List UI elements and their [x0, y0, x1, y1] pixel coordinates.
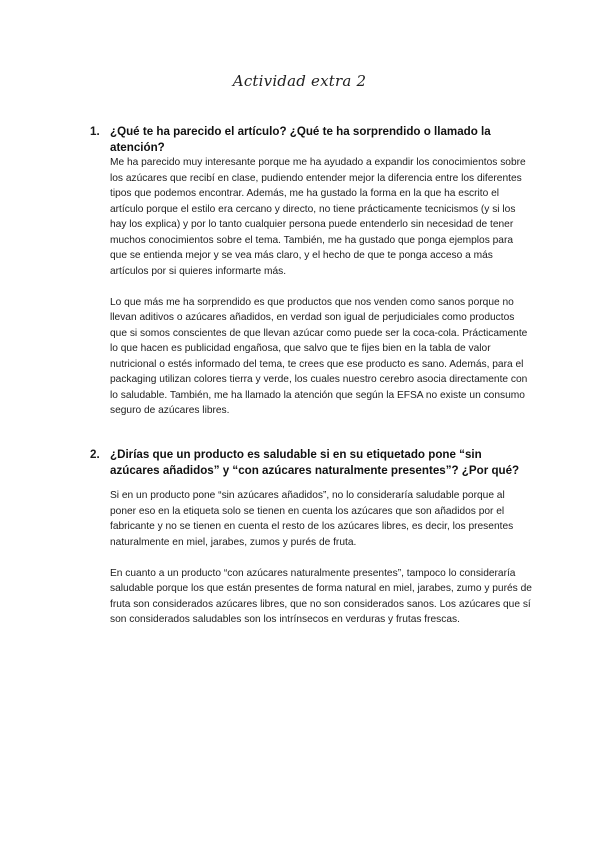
question-block-1	[92, 124, 532, 419]
answer-paragraph: Me ha parecido muy interesante porque me ha ayudado a expandir los conocimientos sobre los azúcares que recibí en clase, pudiendo entender mejor la diferencia entre los diferentes tipos que podemos encontrar. Además, me ha gustado la forma en la que ha escrito el artículo porque el estilo era cercano y directo, no tiene prácticamente tecnicismos (y si los hay los explica) y por lo tanto cualquier persona puede entenderlo sin necesidad de tener muchos conocimientos sobre el tema. También, me ha gustado que ponga ejemplos para que se entienda mejor y se vea más claro, y el hecho de que te ponga acceso a más artículos por si quieres informarte más.	[110, 157, 526, 277]
question-number: 2.	[90, 448, 100, 461]
question-number: 1.	[90, 125, 100, 138]
answer-paragraph: Lo que más me ha sorprendido es que productos que nos venden como sanos porque no llevan aditivos o azúcares añadidos, en verdad son igual de perjudiciales como productos que si somos conscientes de que llevan azúcar como puede ser la coca-cola. Prácticamente lo que hacen es publicidad engañosa, que salvo que te fijes bien en la tabla de valor nutricional o estés informado del tema, te crees que ese producto es sano. Además, para el packaging utilizan colores tierra y verde, los cuales nuestro cerebro asocia directamente con lo saludable. También, me ha llamado la atención que según la EFSA no existe un consumo seguro de azúcares libres.	[110, 296, 528, 416]
page-title: Actividad extra 2	[232, 72, 367, 90]
question-block-2	[92, 447, 532, 628]
answer-paragraph: Si en un producto pone “sin azúcares añadidos”, no lo consideraría saludable porque al poner eso en la etiqueta solo se tienen en cuenta los azúcares que son añadidos por el fabricante y no se tienen en cuenta el resto de los azúcares libres, es decir, los presentes naturalmente en miel, jarabes, zumos y purés de fruta.	[110, 490, 514, 548]
question-text: ¿Dirías que un producto es saludable si en su etiquetado pone “sin azúcares añadidos” y “con azúcares naturalmente presentes”? ¿Por qué?	[110, 448, 520, 477]
answer-paragraph: En cuanto a un producto “con azúcares naturalmente presentes”, tampoco lo consideraría saludable porque los que están presentes de forma natural en miel, jarabes, zumo y purés de fruta son considerados azúcares libres, que no son considerados sanos. Los azúcares que sí son considerados saludables son los intrínsecos en verduras y frutas frescas.	[110, 567, 532, 625]
question-text: ¿Qué te ha parecido el artículo? ¿Qué te ha sorprendido o llamado la atención?	[110, 125, 491, 154]
